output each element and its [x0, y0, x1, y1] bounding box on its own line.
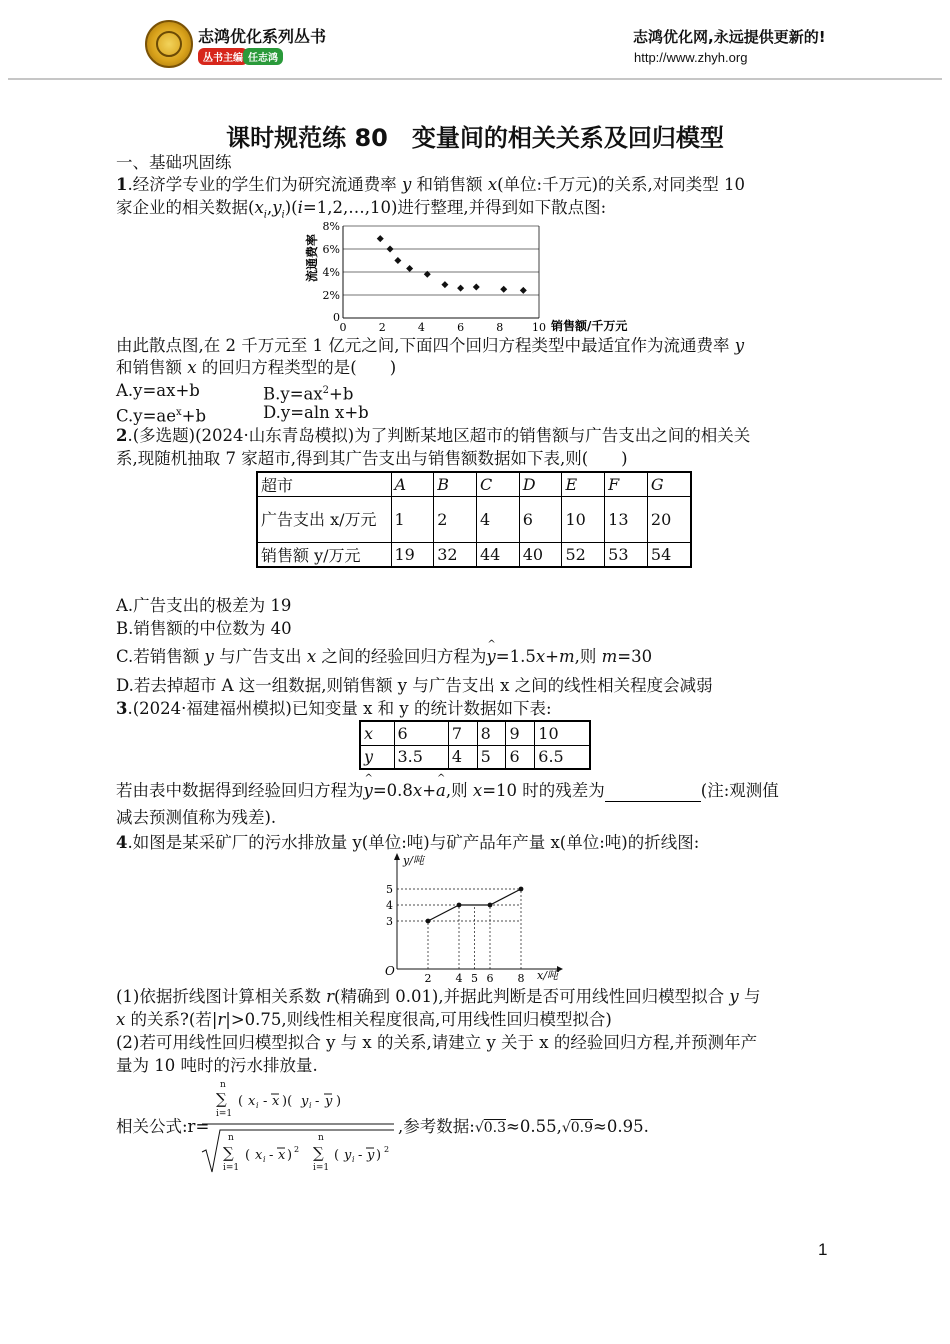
x-axis-label: 销售额/千万元 — [551, 319, 628, 333]
q3-line1: 3.(2024·福建福州模拟)已知变量 x 和 y 的统计数据如下表: — [116, 699, 552, 718]
svg-text:x: x — [255, 1148, 263, 1163]
x-tick-label: 10 — [532, 321, 546, 334]
table-cell: 2 — [434, 497, 477, 543]
table-cell: y — [360, 745, 394, 769]
section-heading: 一、基础巩固练 — [116, 153, 232, 172]
scatter-point — [520, 287, 527, 294]
page-title: 课时规范练 80 变量间的相关关系及回归模型 — [226, 124, 724, 152]
q2-option-b[interactable]: B.销售额的中位数为 40 — [116, 619, 292, 638]
scatter-point — [387, 246, 394, 253]
y-tick-label: 0 — [333, 311, 340, 324]
x-tick-label: 6 — [457, 321, 465, 334]
table-cell: 19 — [391, 543, 434, 568]
svg-text:∑: ∑ — [216, 1090, 227, 1108]
correlation-formula — [198, 1076, 398, 1178]
table-cell: 7 — [448, 721, 477, 745]
data-point — [519, 887, 524, 892]
q3-table — [359, 720, 591, 770]
table-row — [257, 472, 691, 497]
scatter-point — [441, 281, 448, 288]
q4-part2-line2: 量为 10 吨时的污水排放量. — [116, 1056, 318, 1075]
q2-option-a[interactable]: A.广告支出的极差为 19 — [116, 596, 292, 615]
q2-line2: 系,现随机抽取 7 家超市,得到其广告支出与销售额数据如下表,则( ) — [116, 449, 628, 468]
svg-text:i: i — [352, 1155, 355, 1164]
table-cell: 6 — [519, 497, 562, 543]
svg-text:-: - — [269, 1148, 274, 1163]
table-cell: 10 — [562, 497, 605, 543]
q1-option-d[interactable]: D.y=aln x+b — [263, 403, 369, 422]
table-cell: 54 — [647, 543, 691, 568]
y-axis-label: y/吨 — [403, 854, 424, 867]
table-row — [257, 497, 691, 543]
formula-prefix: 相关公式:r= — [116, 1117, 210, 1136]
scatter-point — [394, 257, 401, 264]
q2-option-c[interactable]: C.若销售额 y 与广告支出 x 之间的经验回归方程为^ y=1.5x+m,则 m=30 — [116, 646, 652, 668]
table-cell: C — [476, 472, 519, 497]
q1-line1: 1.经济学专业的学生们为研究流通费率 y 和销售额 x(单位:千万元)的关系,对同类型 10 — [116, 175, 746, 194]
svg-text:n: n — [220, 1080, 226, 1090]
svg-text:y: y — [325, 1094, 333, 1109]
header-divider — [8, 78, 942, 80]
q1-option-c[interactable]: $C.y=ae^x+b$ — [116, 406, 207, 426]
x-tick-label: 0 — [339, 321, 347, 334]
y-axis-arrow — [394, 853, 400, 860]
page-number: 1 — [818, 1240, 828, 1259]
table-cell: 52 — [562, 543, 605, 568]
series-logo — [145, 20, 193, 68]
svg-text:i: i — [256, 1101, 259, 1110]
table-cell: 40 — [519, 543, 562, 568]
table-cell: 超市 — [257, 472, 391, 497]
q4-part1-line2: x 的关系?(若|r|>0.75,则线性相关程度很高,可用线性回归模型拟合) — [116, 1010, 612, 1029]
table-cell: 6.5 — [535, 745, 590, 769]
x-tick-label: 6 — [486, 972, 494, 985]
svg-text:i=1: i=1 — [223, 1163, 240, 1173]
table-cell: 13 — [605, 497, 648, 543]
svg-text:y: y — [344, 1148, 352, 1163]
y-tick-label: 5 — [386, 883, 393, 896]
svg-text:i: i — [309, 1101, 312, 1110]
svg-text:): ) — [287, 1148, 293, 1163]
table-row — [360, 721, 590, 745]
svg-text:-: - — [315, 1094, 320, 1109]
x-tick-label: 2 — [378, 321, 386, 334]
svg-text:2: 2 — [294, 1145, 300, 1154]
q4-part2-line1: (2)若可用线性回归模型拟合 y 与 x 的关系,请建立 y 关于 x 的经验回归方程,并预测年产 — [116, 1033, 758, 1052]
svg-text:∑: ∑ — [313, 1144, 324, 1162]
table-cell: 6 — [506, 745, 535, 769]
data-point — [426, 919, 431, 924]
table-cell: A — [391, 472, 434, 497]
table-cell: 4 — [448, 745, 477, 769]
q4-line1: 4.如图是某采矿厂的污水排放量 y(单位:吨)与矿产品年产量 x(单位:吨)的折线图: — [116, 833, 700, 852]
scatter-chart — [300, 218, 660, 336]
header-url[interactable]: http://www.zhyh.org — [634, 50, 748, 65]
table-cell: B — [434, 472, 477, 497]
x-axis-label: x/吨 — [537, 969, 558, 982]
table-cell: 5 — [477, 745, 506, 769]
q2-table — [256, 471, 692, 568]
data-point — [488, 903, 493, 908]
svg-text:y: y — [367, 1148, 375, 1163]
svg-text:): ) — [376, 1148, 382, 1163]
table-cell: E — [562, 472, 605, 497]
table-cell: 1 — [391, 497, 434, 543]
table-cell: 4 — [476, 497, 519, 543]
q1-after-line2: 和销售额 x 的回归方程类型的是( ) — [116, 358, 397, 377]
q4-part1-line1: (1)依据折线图计算相关系数 r(精确到 0.01),并据此判断是否可用线性回归模型拟合 y 与 — [116, 987, 761, 1006]
svg-text:-: - — [263, 1094, 268, 1109]
svg-text:x: x — [272, 1094, 280, 1109]
answer-blank[interactable] — [605, 784, 701, 802]
y-axis-label: 流通费率 — [305, 233, 319, 283]
svg-text:n: n — [318, 1133, 324, 1143]
x-tick-label: 8 — [517, 972, 525, 985]
x-tick-label: 4 — [417, 321, 425, 334]
editor-tag: 丛书主编 — [198, 48, 248, 65]
scatter-point — [377, 235, 384, 242]
table-cell: 3.5 — [394, 745, 448, 769]
x-tick-label: 8 — [496, 321, 504, 334]
svg-text:)(: )( — [282, 1094, 293, 1109]
x-tick-label: 4 — [455, 972, 463, 985]
svg-text:i=1: i=1 — [313, 1163, 330, 1173]
x-tick-label: 2 — [424, 972, 432, 985]
svg-text:y: y — [301, 1094, 309, 1109]
table-cell: G — [647, 472, 691, 497]
svg-text:(: ( — [238, 1094, 244, 1109]
q2-option-d[interactable]: D.若去掉超市 A 这一组数据,则销售额 y 与广告支出 x 之间的线性相关程度会减弱 — [116, 676, 713, 695]
reference-data: ,参考数据:√0.3≈0.55,√0.9≈0.95. — [398, 1117, 649, 1136]
scatter-point — [500, 286, 507, 293]
svg-text:∑: ∑ — [223, 1144, 234, 1162]
data-point — [457, 903, 462, 908]
svg-text:-: - — [358, 1148, 363, 1163]
table-cell: 10 — [535, 721, 590, 745]
table-cell: 32 — [434, 543, 477, 568]
line-chart — [375, 850, 575, 985]
table-cell: 销售额 y/万元 — [257, 543, 391, 568]
svg-text:(: ( — [334, 1148, 340, 1163]
svg-text:(: ( — [245, 1148, 251, 1163]
q1-option-b[interactable]: $B.y=ax^2+b$ — [263, 384, 354, 404]
table-row — [360, 745, 590, 769]
svg-text:x: x — [278, 1148, 286, 1163]
q1-option-a[interactable]: A.y=ax+b — [116, 381, 200, 400]
table-row — [257, 543, 691, 568]
table-cell: x — [360, 721, 394, 745]
svg-text:2: 2 — [384, 1145, 390, 1154]
y-tick-label: 8% — [322, 220, 340, 233]
q3-after-line1: 若由表中数据得到经验回归方程为^ y=0.8x+^ a,则 x=10 时的残差为 (注:观测值 — [116, 780, 779, 802]
origin-label: O — [385, 964, 395, 978]
series-title: 志鸿优化系列丛书 — [198, 27, 327, 46]
svg-text:x: x — [248, 1094, 256, 1109]
scatter-point — [406, 265, 413, 272]
table-cell: D — [519, 472, 562, 497]
table-cell: 53 — [605, 543, 648, 568]
table-cell: 广告支出 x/万元 — [257, 497, 391, 543]
y-tick-label: 4 — [386, 899, 393, 912]
y-tick-label: 6% — [322, 243, 340, 256]
editor-name-tag: 任志鸿 — [243, 48, 283, 65]
table-cell: 9 — [506, 721, 535, 745]
header-slogan: 志鸿优化网,永远提供更新的! — [633, 28, 826, 46]
x-tick-label: 5 — [471, 972, 478, 985]
table-cell: 20 — [647, 497, 691, 543]
scatter-point — [457, 285, 464, 292]
svg-text:i=1: i=1 — [216, 1109, 233, 1119]
table-cell: 8 — [477, 721, 506, 745]
table-cell: 44 — [476, 543, 519, 568]
y-tick-label: 4% — [322, 266, 340, 279]
q3-after-line2: 减去预测值称为残差). — [116, 808, 277, 827]
q2-line1: 2.(多选题)(2024·山东青岛模拟)为了判断某地区超市的销售额与广告支出之间的相关关 — [116, 426, 751, 445]
scatter-point — [473, 283, 480, 290]
table-cell: F — [605, 472, 648, 497]
q1-after-line1: 由此散点图,在 2 千万元至 1 亿元之间,下面四个回归方程类型中最适宜作为流通费率 y — [116, 336, 745, 355]
y-tick-label: 3 — [386, 915, 393, 928]
svg-text:): ) — [336, 1094, 342, 1109]
y-tick-label: 2% — [322, 289, 340, 302]
svg-text:n: n — [228, 1133, 234, 1143]
svg-text:i: i — [263, 1155, 266, 1164]
table-cell: 6 — [394, 721, 448, 745]
q1-line2: 家企业的相关数据$(x_i,y_i)(i=1,2,\dots,10)$进行整理,并得到如下散点图: — [116, 198, 607, 221]
